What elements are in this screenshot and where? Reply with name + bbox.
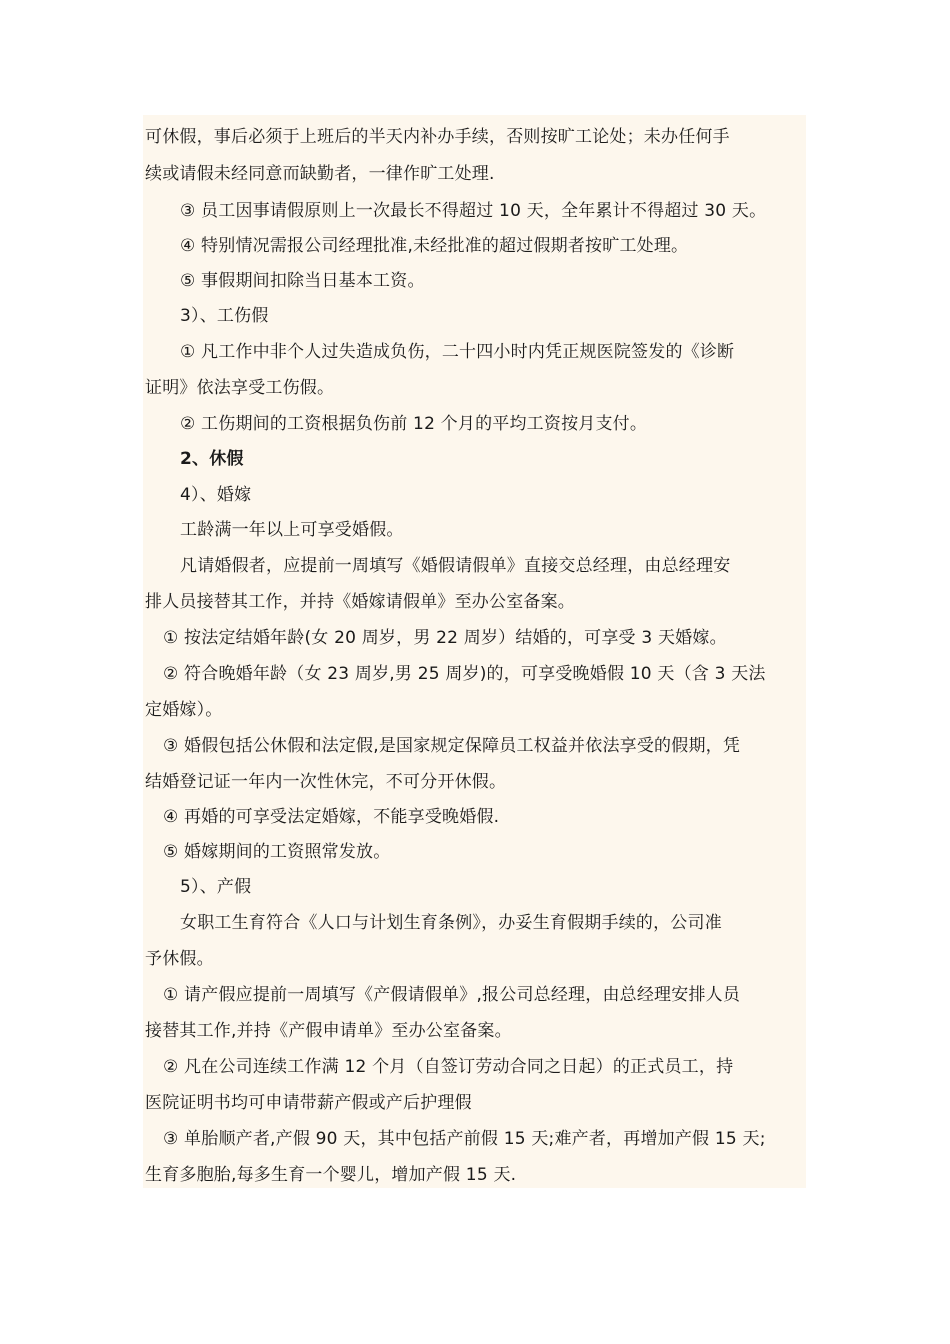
text-line: ① 凡工作中非个人过失造成负伤，二十四小时内凭正规医院签发的《诊断 bbox=[180, 342, 735, 362]
text-line: ② 符合晚婚年龄（女 23 周岁,男 25 周岁)的，可享受晚婚假 10 天（含 3 天法 bbox=[163, 664, 766, 684]
text-line: 可休假，事后必须于上班后的半天内补办手续，否则按旷工论处；未办任何手 bbox=[145, 127, 730, 147]
text-line: 接替其工作,并持《产假申请单》至办公室备案。 bbox=[145, 1021, 512, 1041]
text-line: ⑤ 事假期间扣除当日基本工资。 bbox=[180, 271, 425, 291]
text-line: ① 请产假应提前一周填写《产假请假单》,报公司总经理，由总经理安排人员 bbox=[163, 985, 741, 1005]
text-line: 凡请婚假者，应提前一周填写《婚假请假单》直接交总经理，由总经理安 bbox=[180, 556, 731, 576]
text-line: 女职工生育符合《人口与计划生育条例》，办妥生育假期手续的，公司准 bbox=[180, 913, 722, 933]
document-body bbox=[143, 115, 806, 1188]
section-heading-bold: 2、休假 bbox=[180, 449, 244, 469]
text-line: 医院证明书均可申请带薪产假或产后护理假 bbox=[145, 1093, 472, 1113]
text-line: 生育多胞胎,每多生育一个婴儿，增加产假 15 天. bbox=[145, 1165, 517, 1185]
text-line: 排人员接替其工作，并持《婚嫁请假单》至办公室备案。 bbox=[145, 592, 575, 612]
text-line: ⑤ 婚嫁期间的工资照常发放。 bbox=[163, 842, 391, 862]
section-heading: 3）、工伤假 bbox=[180, 306, 269, 326]
text-line: ③ 婚假包括公休假和法定假,是国家规定保障员工权益并依法享受的假期，凭 bbox=[163, 736, 741, 756]
text-line: 续或请假未经同意而缺勤者，一律作旷工处理. bbox=[145, 164, 495, 184]
text-line: ② 工伤期间的工资根据负伤前 12 个月的平均工资按月支付。 bbox=[180, 414, 648, 434]
text-line: ④ 特别情况需报公司经理批准,未经批准的超过假期者按旷工处理。 bbox=[180, 236, 689, 256]
text-line: ④ 再婚的可享受法定婚嫁，不能享受晚婚假. bbox=[163, 807, 500, 827]
section-heading: 4）、婚嫁 bbox=[180, 485, 252, 505]
text-line: ③ 单胎顺产者,产假 90 天，其中包括产前假 15 天;难产者，再增加产假 15 天; bbox=[163, 1129, 766, 1149]
text-line: 工龄满一年以上可享受婚假。 bbox=[180, 520, 404, 540]
text-line: ② 凡在公司连续工作满 12 个月（自签订劳动合同之日起）的正式员工，持 bbox=[163, 1057, 734, 1077]
text-line: 证明》依法享受工伤假。 bbox=[145, 378, 335, 398]
text-line: 定婚嫁）。 bbox=[145, 700, 223, 720]
text-line: ① 按法定结婚年龄(女 20 周岁，男 22 周岁）结婚的，可享受 3 天婚嫁。 bbox=[163, 628, 727, 648]
text-line: ③ 员工因事请假原则上一次最长不得超过 10 天，全年累计不得超过 30 天。 bbox=[180, 201, 767, 221]
text-line: 予休假。 bbox=[145, 949, 214, 969]
section-heading: 5）、产假 bbox=[180, 877, 252, 897]
text-line: 结婚登记证一年内一次性休完，不可分开休假。 bbox=[145, 772, 507, 792]
